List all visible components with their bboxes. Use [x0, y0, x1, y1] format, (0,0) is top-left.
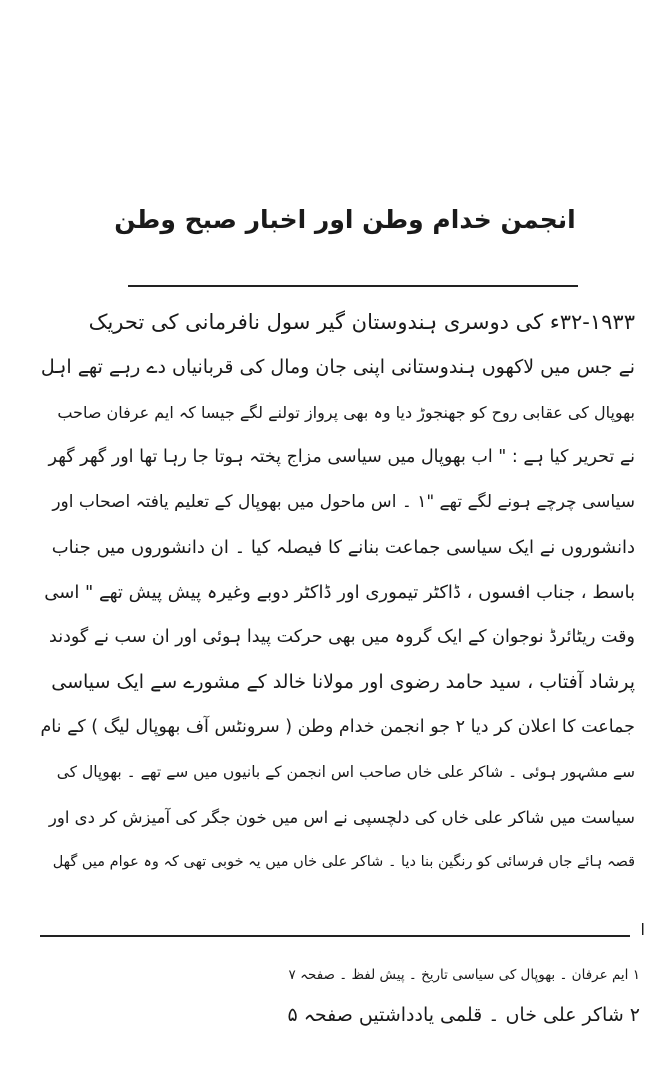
- title-underline: [128, 285, 578, 287]
- footnote: ۲ شاکر علی خاں ۔ قلمی یادداشتیں صفحہ ۵: [287, 1004, 640, 1026]
- body-line: جماعت کا اعلان کر دیا ۲ جو انجمن خدام وطن ( سرونٹس آف بھوپال لیگ ) کے نام: [40, 717, 635, 737]
- footnote-divider: [40, 935, 630, 937]
- body-line: نے تحریر کیا ہے : " اب بھوپال میں سیاسی مزاج پختہ ہوتا جا رہا تھا اور گھر گھر: [48, 447, 635, 467]
- chapter-title: انجمن خدام وطن اور اخبار صبح وطن: [114, 205, 576, 234]
- body-line: نے جس میں لاکھوں ہندوستانی اپنی جان ومال کی قربانیاں دے رہے تھے اہل: [40, 356, 635, 378]
- body-line: سے مشہور ہوئی ۔ شاکر علی خاں صاحب اس انجمن کے بانیوں میں سے تھے ۔ بھوپال کی: [56, 763, 635, 781]
- body-line: ۳۲-۱۹۳۳ء کی دوسری ہندوستان گیر سول نافرمانی کی تحریک: [88, 310, 635, 334]
- body-line: باسط ، جناب افسوں ، ڈاکٹر تیموری اور ڈاکٹر دوبے وغیرہ پیش پیش تھے " اسی: [44, 582, 635, 603]
- body-line: پرشاد آفتاب ، سید حامد رضوی اور مولانا خالد کے مشورے سے ایک سیاسی: [51, 671, 635, 693]
- body-line: سیاست میں شاکر علی خاں کی دلچسپی نے اس میں خون جگر کی آمیزش کر دی اور: [48, 808, 635, 827]
- footnotes: [280, 955, 640, 1035]
- page-mark: ا: [640, 920, 645, 939]
- body-line: دانشوروں نے ایک سیاسی جماعت بنانے کا فیصلہ کیا ۔ ان دانشوروں میں جناب: [51, 537, 635, 558]
- footnote: ۱ ایم عرفان ۔ بھوپال کی سیاسی تاریخ ۔ پیش لفظ ۔ صفحہ ۷: [288, 967, 640, 983]
- body-text: [40, 300, 635, 885]
- body-line: وقت ریٹائرڈ نوجوان کے ایک گروہ میں بھی حرکت پیدا ہوئی اور ان سب نے گودند: [49, 627, 635, 647]
- body-line: قصہ ہائے جاں فرسائی کو رنگین بنا دیا ۔ شاکر علی خاں میں یہ خوبی تھی کہ وہ عوام میں گھل: [52, 854, 635, 870]
- body-line: بھوپال کی عقابی روح کو جھنجوڑ دیا وہ بھی پرواز تولنے لگے جیسا کہ ایم عرفان صاحب: [57, 403, 635, 422]
- body-line: سیاسی چرچے ہونے لگے تھے "۱ ۔ اس ماحول میں بھوپال کے تعلیم یافتہ اصحاب اور: [52, 492, 635, 512]
